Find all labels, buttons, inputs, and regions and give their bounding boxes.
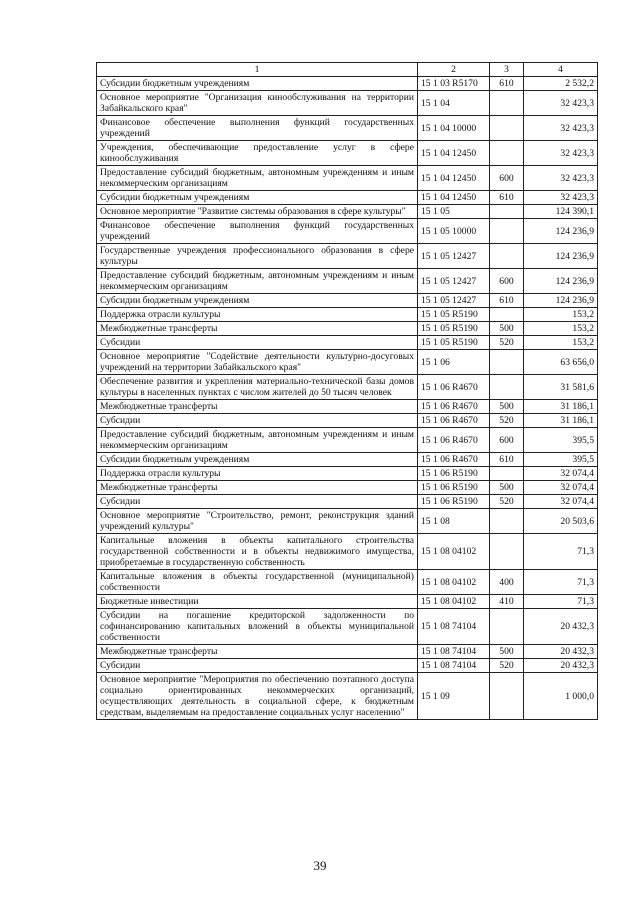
table-row	[97, 336, 598, 350]
table-row	[97, 467, 598, 481]
row-code-cell: 15 1 05 R5190	[418, 308, 490, 322]
table-row	[97, 166, 598, 191]
table-row	[97, 534, 598, 570]
table-row	[97, 481, 598, 495]
table-row	[97, 570, 598, 595]
row-amount-cell: 20 432,3	[524, 659, 598, 673]
row-amount-cell: 20 503,6	[524, 509, 598, 534]
row-amount-cell: 32 423,3	[524, 141, 598, 166]
table-row	[97, 509, 598, 534]
row-name-cell: Субсидии бюджетным учреждениям	[97, 77, 418, 91]
row-code-cell: 15 1 05 12427	[418, 294, 490, 308]
row-amount-cell: 71,3	[524, 570, 598, 595]
row-name-cell: Учреждения, обеспечивающие предоставление услуг в сфере кинообслуживания	[97, 141, 418, 166]
row-name-cell: Предоставление субсидий бюджетным, автономным учреждениям и иным некоммерческим организациям	[97, 269, 418, 294]
row-name-cell: Поддержка отрасли культуры	[97, 467, 418, 481]
column-header-3: 3	[490, 63, 524, 77]
table-row	[97, 414, 598, 428]
row-name-cell: Предоставление субсидий бюджетным, автономным учреждениям и иным некоммерческим организациям	[97, 166, 418, 191]
row-expense-type-cell: 610	[490, 294, 524, 308]
row-amount-cell: 31 186,1	[524, 414, 598, 428]
row-code-cell: 15 1 06 R5190	[418, 495, 490, 509]
row-name-cell: Финансовое обеспечение выполнения функций государственных учреждений	[97, 116, 418, 141]
row-expense-type-cell: 500	[490, 322, 524, 336]
row-amount-cell: 31 186,1	[524, 400, 598, 414]
table-row	[97, 350, 598, 375]
table-row	[97, 400, 598, 414]
table-row	[97, 645, 598, 659]
table-row	[97, 659, 598, 673]
table-row	[97, 609, 598, 645]
row-name-cell: Межбюджетные трансферты	[97, 400, 418, 414]
row-name-cell: Субсидии	[97, 659, 418, 673]
column-number-row	[97, 63, 598, 77]
row-expense-type-cell	[490, 534, 524, 570]
table-row	[97, 375, 598, 400]
row-amount-cell: 153,2	[524, 308, 598, 322]
table-row	[97, 191, 598, 205]
row-amount-cell: 32 423,3	[524, 191, 598, 205]
row-expense-type-cell	[490, 91, 524, 116]
row-code-cell: 15 1 08 74104	[418, 609, 490, 645]
row-code-cell: 15 1 04 12450	[418, 141, 490, 166]
column-header-1: 1	[97, 63, 418, 77]
row-name-cell: Основное мероприятие "Организация кинообслуживания на территории Забайкальского края"	[97, 91, 418, 116]
row-code-cell: 15 1 05 12427	[418, 269, 490, 294]
table-row	[97, 269, 598, 294]
row-amount-cell: 153,2	[524, 322, 598, 336]
row-code-cell: 15 1 08	[418, 509, 490, 534]
row-name-cell: Основное мероприятие "Мероприятия по обеспечению поэтапного доступа социально ориентированных некоммерческих организаций, осуществляющих деятельность в социальной сфере, к бюджетным средствам, выделяемым на предоставление социальных услуг населению"	[97, 673, 418, 720]
row-expense-type-cell: 610	[490, 191, 524, 205]
row-amount-cell: 124 236,9	[524, 294, 598, 308]
row-name-cell: Субсидии	[97, 495, 418, 509]
row-expense-type-cell	[490, 141, 524, 166]
row-name-cell: Предоставление субсидий бюджетным, автономным учреждениям и иным некоммерческим организациям	[97, 428, 418, 453]
row-name-cell: Капитальные вложения в объекты капитального строительства государственной собственности и в объекты недвижимого имущества, приобретаемые в государственную собственность	[97, 534, 418, 570]
table-row	[97, 116, 598, 141]
table-row	[97, 244, 598, 269]
row-expense-type-cell	[490, 467, 524, 481]
row-expense-type-cell: 500	[490, 645, 524, 659]
column-header-4: 4	[524, 63, 598, 77]
row-code-cell: 15 1 05 R5190	[418, 336, 490, 350]
row-code-cell: 15 1 03 R5170	[418, 77, 490, 91]
row-code-cell: 15 1 06 R5190	[418, 481, 490, 495]
row-code-cell: 15 1 05	[418, 205, 490, 219]
row-expense-type-cell	[490, 219, 524, 244]
table-row	[97, 205, 598, 219]
row-expense-type-cell	[490, 509, 524, 534]
row-expense-type-cell: 600	[490, 269, 524, 294]
row-expense-type-cell	[490, 205, 524, 219]
row-expense-type-cell: 500	[490, 400, 524, 414]
table-row	[97, 141, 598, 166]
table-row	[97, 294, 598, 308]
row-name-cell: Поддержка отрасли культуры	[97, 308, 418, 322]
row-expense-type-cell: 600	[490, 428, 524, 453]
row-name-cell: Основное мероприятие "Содействие деятельности культурно-досуговых учреждений на территории Забайкальского края"	[97, 350, 418, 375]
row-amount-cell: 124 236,9	[524, 269, 598, 294]
row-code-cell: 15 1 09	[418, 673, 490, 720]
row-amount-cell: 32 074,4	[524, 467, 598, 481]
row-expense-type-cell: 500	[490, 481, 524, 495]
row-amount-cell: 71,3	[524, 595, 598, 609]
row-amount-cell: 2 532,2	[524, 77, 598, 91]
row-code-cell: 15 1 04 12450	[418, 166, 490, 191]
row-name-cell: Субсидии	[97, 414, 418, 428]
row-amount-cell: 32 074,4	[524, 495, 598, 509]
row-amount-cell: 63 656,0	[524, 350, 598, 375]
row-expense-type-cell: 600	[490, 166, 524, 191]
row-code-cell: 15 1 06 R4670	[418, 428, 490, 453]
row-code-cell: 15 1 08 74104	[418, 645, 490, 659]
row-name-cell: Субсидии бюджетным учреждениям	[97, 453, 418, 467]
table-row	[97, 595, 598, 609]
row-expense-type-cell	[490, 375, 524, 400]
row-expense-type-cell: 520	[490, 495, 524, 509]
row-amount-cell: 395,5	[524, 428, 598, 453]
row-amount-cell: 153,2	[524, 336, 598, 350]
row-amount-cell: 124 236,9	[524, 219, 598, 244]
table-row	[97, 453, 598, 467]
page-number: 39	[313, 858, 327, 873]
row-code-cell: 15 1 08 04102	[418, 595, 490, 609]
row-amount-cell: 124 236,9	[524, 244, 598, 269]
table-row	[97, 495, 598, 509]
row-code-cell: 15 1 06 R4670	[418, 375, 490, 400]
table-row	[97, 322, 598, 336]
table-row	[97, 77, 598, 91]
row-name-cell: Межбюджетные трансферты	[97, 645, 418, 659]
table-row	[97, 673, 598, 720]
row-amount-cell: 32 423,3	[524, 166, 598, 191]
row-amount-cell: 71,3	[524, 534, 598, 570]
row-expense-type-cell	[490, 609, 524, 645]
row-name-cell: Субсидии бюджетным учреждениям	[97, 191, 418, 205]
row-expense-type-cell: 610	[490, 77, 524, 91]
row-code-cell: 15 1 06 R4670	[418, 400, 490, 414]
row-name-cell: Капитальные вложения в объекты государственной (муниципальной) собственности	[97, 570, 418, 595]
row-code-cell: 15 1 05 12427	[418, 244, 490, 269]
row-code-cell: 15 1 08 04102	[418, 570, 490, 595]
row-expense-type-cell	[490, 350, 524, 375]
row-code-cell: 15 1 06 R5190	[418, 467, 490, 481]
row-code-cell: 15 1 08 04102	[418, 534, 490, 570]
row-name-cell: Основное мероприятие "Строительство, ремонт, реконструкция зданий учреждений культуры"	[97, 509, 418, 534]
row-expense-type-cell: 520	[490, 336, 524, 350]
row-expense-type-cell	[490, 673, 524, 720]
row-name-cell: Субсидии на погашение кредиторской задолженности по софинансированию капитальных вложений в объекты муниципальной собственности	[97, 609, 418, 645]
row-expense-type-cell: 520	[490, 414, 524, 428]
row-code-cell: 15 1 06 R4670	[418, 453, 490, 467]
row-expense-type-cell	[490, 116, 524, 141]
row-name-cell: Межбюджетные трансферты	[97, 322, 418, 336]
row-name-cell: Государственные учреждения профессионального образования в сфере культуры	[97, 244, 418, 269]
row-amount-cell: 124 390,1	[524, 205, 598, 219]
row-amount-cell: 32 423,3	[524, 116, 598, 141]
row-expense-type-cell: 400	[490, 570, 524, 595]
row-name-cell: Финансовое обеспечение выполнения функций государственных учреждений	[97, 219, 418, 244]
row-expense-type-cell: 410	[490, 595, 524, 609]
row-amount-cell: 20 432,3	[524, 609, 598, 645]
row-name-cell: Основное мероприятие "Развитие системы образования в сфере культуры"	[97, 205, 418, 219]
row-amount-cell: 20 432,3	[524, 645, 598, 659]
table-row	[97, 91, 598, 116]
row-amount-cell: 31 581,6	[524, 375, 598, 400]
row-code-cell: 15 1 05 10000	[418, 219, 490, 244]
row-expense-type-cell	[490, 308, 524, 322]
row-name-cell: Межбюджетные трансферты	[97, 481, 418, 495]
row-code-cell: 15 1 06	[418, 350, 490, 375]
budget-table	[96, 62, 598, 720]
row-expense-type-cell	[490, 244, 524, 269]
row-code-cell: 15 1 06 R4670	[418, 414, 490, 428]
table-row	[97, 308, 598, 322]
row-amount-cell: 395,5	[524, 453, 598, 467]
row-code-cell: 15 1 08 74104	[418, 659, 490, 673]
row-expense-type-cell: 610	[490, 453, 524, 467]
row-code-cell: 15 1 04	[418, 91, 490, 116]
row-name-cell: Субсидии бюджетным учреждениям	[97, 294, 418, 308]
row-code-cell: 15 1 04 12450	[418, 191, 490, 205]
table-row	[97, 428, 598, 453]
row-amount-cell: 32 074,4	[524, 481, 598, 495]
row-code-cell: 15 1 05 R5190	[418, 322, 490, 336]
row-expense-type-cell: 520	[490, 659, 524, 673]
row-code-cell: 15 1 04 10000	[418, 116, 490, 141]
table-row	[97, 219, 598, 244]
row-name-cell: Бюджетные инвестиции	[97, 595, 418, 609]
table-body	[97, 77, 598, 720]
row-amount-cell: 1 000,0	[524, 673, 598, 720]
row-name-cell: Обеспечение развития и укрепления материально-технической базы домов культуры в населенных пунктах с числом жителей до 50 тысяч человек	[97, 375, 418, 400]
row-name-cell: Субсидии	[97, 336, 418, 350]
row-amount-cell: 32 423,3	[524, 91, 598, 116]
column-header-2: 2	[418, 63, 490, 77]
